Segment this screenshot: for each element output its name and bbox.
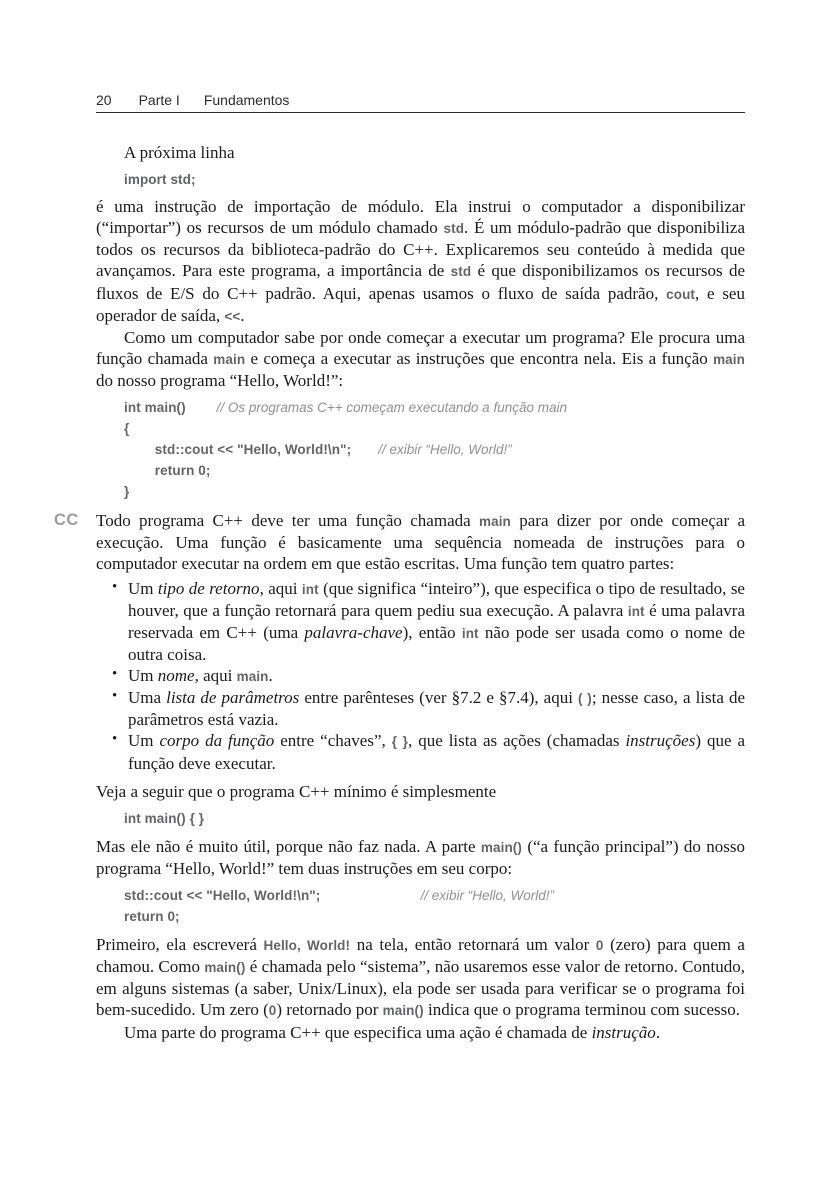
- paragraph: [96, 327, 745, 391]
- paragraph: [96, 1022, 745, 1043]
- inline-code: std: [450, 264, 472, 280]
- body-text: . É um módulo-padrão que disponibiliza todos os recursos da biblioteca-padrão do C++. Explicaremos seu conteúdo à medida que avançamos. Para este programa, a importância de: [96, 218, 745, 281]
- paragraph: [54, 510, 745, 574]
- inline-code: cout: [666, 286, 696, 302]
- emphasis-text: tipo de retorno: [157, 578, 260, 598]
- emphasis-text: lista de parâmetros: [166, 688, 300, 708]
- inline-code: int main(): [124, 400, 186, 416]
- bullet-text: [128, 666, 273, 685]
- body-text: (“a função principal”) do nosso programa “Hello, World!” tem duas instruções em seu corpo:: [96, 836, 745, 878]
- body-text: Uma parte do programa C++ que especifica uma ação é chamada de: [124, 1022, 592, 1042]
- body-text: , aqui: [194, 666, 237, 686]
- inline-code: std::cout << "Hello, World!\n";: [124, 442, 352, 458]
- inline-code: Hello, World!: [263, 938, 351, 954]
- inline-code: }: [124, 484, 130, 500]
- paragraph: [96, 836, 745, 879]
- body-text: é uma instrução de importação de módulo. Ela instrui o computador a disponibilizar (“importar”) os recursos de um módulo chamado: [96, 197, 745, 238]
- body-text: Um: [128, 666, 158, 686]
- body-text: para dizer por onde começar a execução. Uma função é basicamente uma sequência nomeada de instruções para o computador executar na ordem em que estão escritas. Uma função tem quatro partes:: [96, 510, 745, 573]
- bullet-text: [128, 579, 745, 664]
- code-block: [96, 169, 745, 190]
- inline-code: 0: [595, 938, 604, 954]
- inline-code: <<: [224, 308, 241, 324]
- body-text: Primeiro, ela escreverá: [96, 935, 264, 955]
- body-text: .: [268, 666, 273, 686]
- body-text: (zero) para quem a chamou. Como: [96, 935, 745, 977]
- bullet-item: [96, 665, 745, 687]
- inline-code: main: [713, 351, 745, 367]
- emphasis-text: instruções: [625, 731, 696, 751]
- code-comment: // Os programas C++ começam executando a função main: [216, 400, 567, 416]
- inline-code: {: [124, 421, 130, 437]
- code-line: [124, 169, 745, 190]
- inline-code: std: [443, 221, 465, 237]
- inline-code: main(): [382, 1003, 424, 1019]
- code-line: [124, 397, 745, 418]
- inline-code: int: [461, 625, 479, 641]
- page-number: 20: [96, 92, 112, 108]
- body-text: indica que o programa terminou com sucesso.: [423, 1000, 741, 1020]
- emphasis-text: corpo da função: [159, 731, 275, 751]
- inline-code: int: [627, 603, 645, 619]
- body-text: Todo programa C++ deve ter uma função chamada: [96, 510, 479, 530]
- body-text: , que lista as ações (chamadas: [408, 731, 626, 751]
- emphasis-text: instrução: [591, 1022, 656, 1042]
- body-text: é que disponibilizamos os recursos de fluxos de E/S do C++ padrão. Aqui, apenas usamos o fluxo de saída padrão,: [96, 261, 745, 303]
- bullet-text: [128, 731, 745, 772]
- inline-code: [320, 888, 420, 903]
- code-line: [124, 808, 745, 829]
- code-comment: // exibir “Hello, World!”: [378, 442, 512, 458]
- code-block: [96, 885, 745, 927]
- paragraph: [96, 934, 745, 1021]
- bullet-icon: •: [112, 666, 118, 683]
- inline-code: int main() { }: [124, 810, 205, 826]
- inline-code: import std;: [124, 172, 196, 188]
- inline-code: [351, 442, 378, 457]
- page-content: [54, 142, 746, 1043]
- code-line: [124, 418, 745, 439]
- code-line: [124, 906, 745, 927]
- header-rule: [96, 112, 745, 113]
- inline-code: main: [213, 351, 246, 367]
- part-label: Parte I: [138, 92, 180, 108]
- bullet-icon: •: [112, 688, 118, 705]
- inline-code: main: [479, 513, 511, 529]
- inline-code: return 0;: [124, 909, 180, 925]
- inline-code: main(): [204, 960, 246, 976]
- bullet-icon: •: [112, 578, 118, 595]
- body-text: Uma: [128, 688, 167, 708]
- body-text: ; nesse caso, a lista de parâmetros está vazia.: [128, 688, 745, 730]
- inline-code: main: [236, 669, 269, 685]
- body-text: , aqui: [259, 578, 302, 598]
- inline-code: ( ): [578, 691, 592, 707]
- code-comment: // exibir “Hello, World!”: [420, 888, 555, 903]
- code-block: [96, 397, 745, 502]
- body-text: Mas ele não é muito útil, porque não faz nada. A parte: [96, 836, 481, 856]
- paragraph: [96, 142, 745, 163]
- inline-code: main(): [480, 839, 522, 855]
- emphasis-text: nome: [157, 666, 195, 686]
- code-line: [124, 460, 745, 481]
- code-line: [124, 439, 745, 460]
- body-text: Um: [128, 731, 160, 751]
- body-text: do nosso programa “Hello, World!”:: [96, 370, 344, 390]
- bullet-list: [96, 578, 745, 774]
- code-block: [96, 808, 745, 829]
- body-text: na tela, então retornará um valor: [350, 935, 596, 955]
- body-text: A próxima linha: [124, 143, 235, 162]
- paragraph: [96, 196, 745, 327]
- page-header: [96, 92, 745, 108]
- bullet-item: [96, 730, 745, 773]
- bullet-item: [96, 687, 745, 730]
- body-text: é chamada pelo “sistema”, não usaremos esse valor de retorno. Contudo, em alguns sistemas (a saber, Unix/Linux), ela pode ser usada para verificar se o programa foi bem-sucedido. Um zero (: [96, 957, 745, 1020]
- body-text: não pode ser usada como o nome de outra coisa.: [128, 622, 745, 665]
- body-text: Como um computador sabe por onde começar a executar um programa? Ele procura uma função chamada: [96, 327, 745, 368]
- body-text: .: [240, 305, 245, 325]
- body-text: entre parênteses (ver §7.2 e §7.4), aqui: [299, 688, 578, 708]
- inline-code: int: [301, 581, 319, 597]
- paragraph: [96, 781, 745, 802]
- body-text: e começa a executar as instruções que encontra nela. Eis a função: [245, 348, 714, 368]
- inline-code: 0: [268, 1003, 277, 1019]
- bullet-text: [128, 688, 745, 729]
- body-text: Um: [128, 578, 158, 598]
- inline-code: return 0;: [124, 463, 211, 479]
- margin-note-cc: CC: [54, 510, 79, 529]
- body-text: Veja a seguir que o programa C++ mínimo é simplesmente: [96, 781, 497, 801]
- bullet-item: [96, 578, 745, 665]
- body-text: ), então: [402, 622, 462, 642]
- body-text: .: [655, 1022, 661, 1042]
- inline-code: { }: [391, 734, 408, 750]
- body-text: ) retornado por: [276, 1000, 383, 1020]
- body-text: , e seu operador de saída,: [96, 283, 745, 325]
- bullet-icon: •: [112, 731, 118, 748]
- code-line: [124, 481, 745, 502]
- code-line: [124, 885, 745, 906]
- emphasis-text: palavra-chave: [304, 622, 403, 642]
- body-text: é uma palavra reservada em C++ (uma: [128, 600, 746, 642]
- body-text: (que significa “inteiro”), que especifica o tipo de resultado, se houver, que a função retornará para quem pediu sua execução. A palavra: [128, 578, 745, 620]
- inline-code: std::cout << "Hello, World!\n";: [124, 888, 321, 903]
- body-text: ) que a função deve executar.: [128, 731, 745, 773]
- body-text: entre “chaves”,: [274, 731, 392, 751]
- inline-code: [186, 400, 217, 415]
- section-title: Fundamentos: [203, 92, 290, 108]
